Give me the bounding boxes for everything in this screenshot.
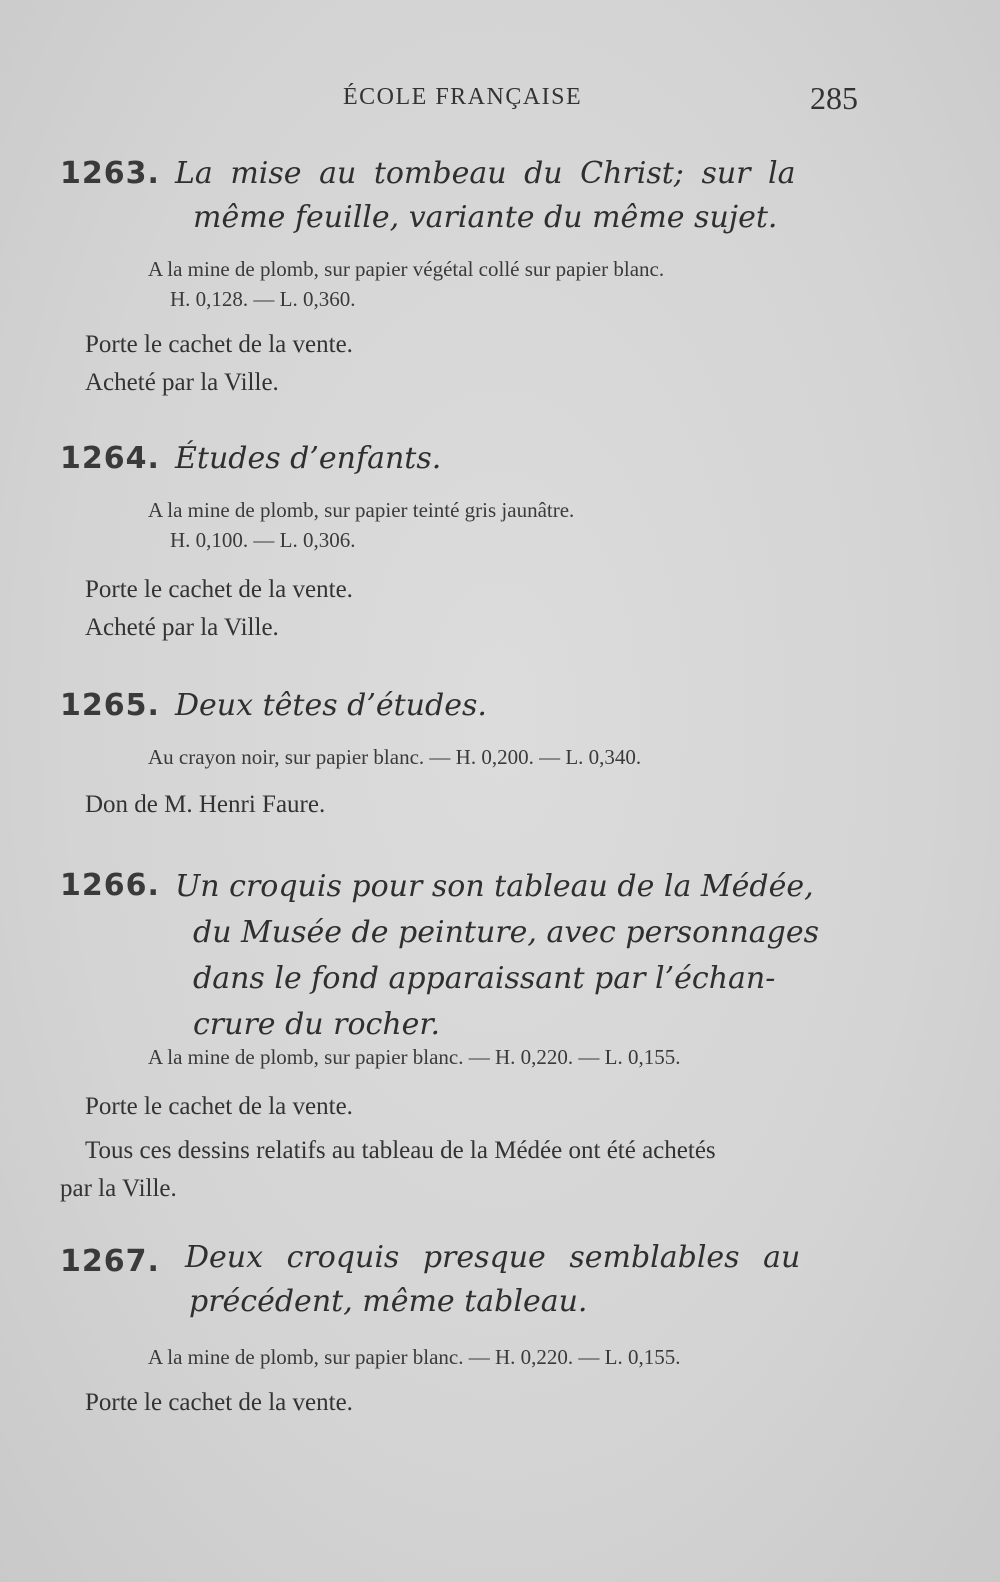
catalog-entry	[0, 437, 1000, 641]
entry-title-line: du Musée de peinture, avec personnages	[193, 915, 820, 950]
entry-number: 1267.	[60, 1244, 160, 1279]
entry-notes	[60, 1088, 860, 1208]
entry-title	[60, 152, 860, 240]
entry-number: 1266.	[60, 868, 160, 903]
catalog-entry	[0, 684, 1000, 818]
entry-title-line: dans le fond apparaissant par l’échan-	[193, 961, 776, 996]
technique	[148, 742, 641, 772]
entry-title	[60, 684, 860, 728]
page-number: 285	[810, 80, 858, 116]
entry-heading	[60, 1236, 860, 1324]
catalog-entry	[0, 864, 1000, 1202]
technique-line: A la mine de plomb, sur papier blanc. — H. 0,220. — L. 0,155.	[148, 1345, 681, 1369]
entry-heading	[60, 684, 860, 728]
dimensions-line: H. 0,100. — L. 0,306.	[170, 528, 356, 552]
entry-title-line: crure du rocher.	[193, 1007, 441, 1042]
entry-title-line: Un croquis pour son tableau de la Médée,	[175, 869, 814, 904]
entry-notes	[85, 1384, 353, 1422]
note-line: Porte le cachet de la vente.	[85, 1093, 353, 1120]
entry-title-line: Deux croquis presque semblables au	[185, 1240, 801, 1275]
entry-title-line: même feuille, variante du même sujet.	[193, 200, 778, 235]
entry-title-line: Deux têtes d’études.	[175, 688, 487, 723]
entry-title	[60, 1236, 860, 1324]
note-line: Porte le cachet de la vente.	[85, 1389, 353, 1416]
entry-number: 1265.	[60, 688, 160, 723]
entry-heading	[60, 437, 860, 481]
entry-title-line: précédent, même tableau.	[189, 1284, 588, 1319]
technique	[148, 495, 574, 555]
entry-title	[60, 864, 860, 1048]
entry-number: 1263.	[60, 156, 160, 191]
dimensions-line: H. 0,128. — L. 0,360.	[170, 287, 356, 311]
technique-line: A la mine de plomb, sur papier teinté gris jaunâtre.	[148, 498, 575, 522]
entry-title-line: Études d’enfants.	[175, 441, 442, 476]
technique	[148, 1042, 681, 1072]
entry-heading	[60, 864, 860, 1048]
entry-heading	[60, 152, 860, 240]
technique-line: A la mine de plomb, sur papier blanc. — H. 0,220. — L. 0,155.	[148, 1045, 681, 1069]
note-line: Don de M. Henri Faure.	[85, 791, 326, 818]
entry-title-line: La mise au tombeau du Christ; sur la	[175, 156, 796, 191]
catalog-entry	[0, 1236, 1000, 1416]
note-line: Acheté par la Ville.	[85, 614, 279, 641]
technique	[148, 1342, 681, 1372]
technique-line: Au crayon noir, sur papier blanc. — H. 0,200. — L. 0,340.	[148, 745, 642, 769]
note-line: Porte le cachet de la vente.	[85, 331, 353, 358]
technique	[148, 254, 664, 314]
note-line: par la Ville.	[60, 1175, 177, 1202]
page-header	[0, 80, 1000, 124]
note-line: Acheté par la Ville.	[85, 369, 279, 396]
running-title: ÉCOLE FRANÇAISE	[343, 84, 583, 110]
catalog-entry	[0, 152, 1000, 396]
technique-line: A la mine de plomb, sur papier végétal collé sur papier blanc.	[148, 257, 665, 281]
note-line: Porte le cachet de la vente.	[85, 576, 353, 603]
entry-notes	[85, 786, 325, 824]
entry-notes	[85, 571, 353, 647]
entry-title	[60, 437, 860, 481]
entry-notes	[85, 326, 353, 402]
entry-number: 1264.	[60, 441, 160, 476]
note-line: Tous ces dessins relatifs au tableau de la Médée ont été achetés	[85, 1137, 716, 1164]
